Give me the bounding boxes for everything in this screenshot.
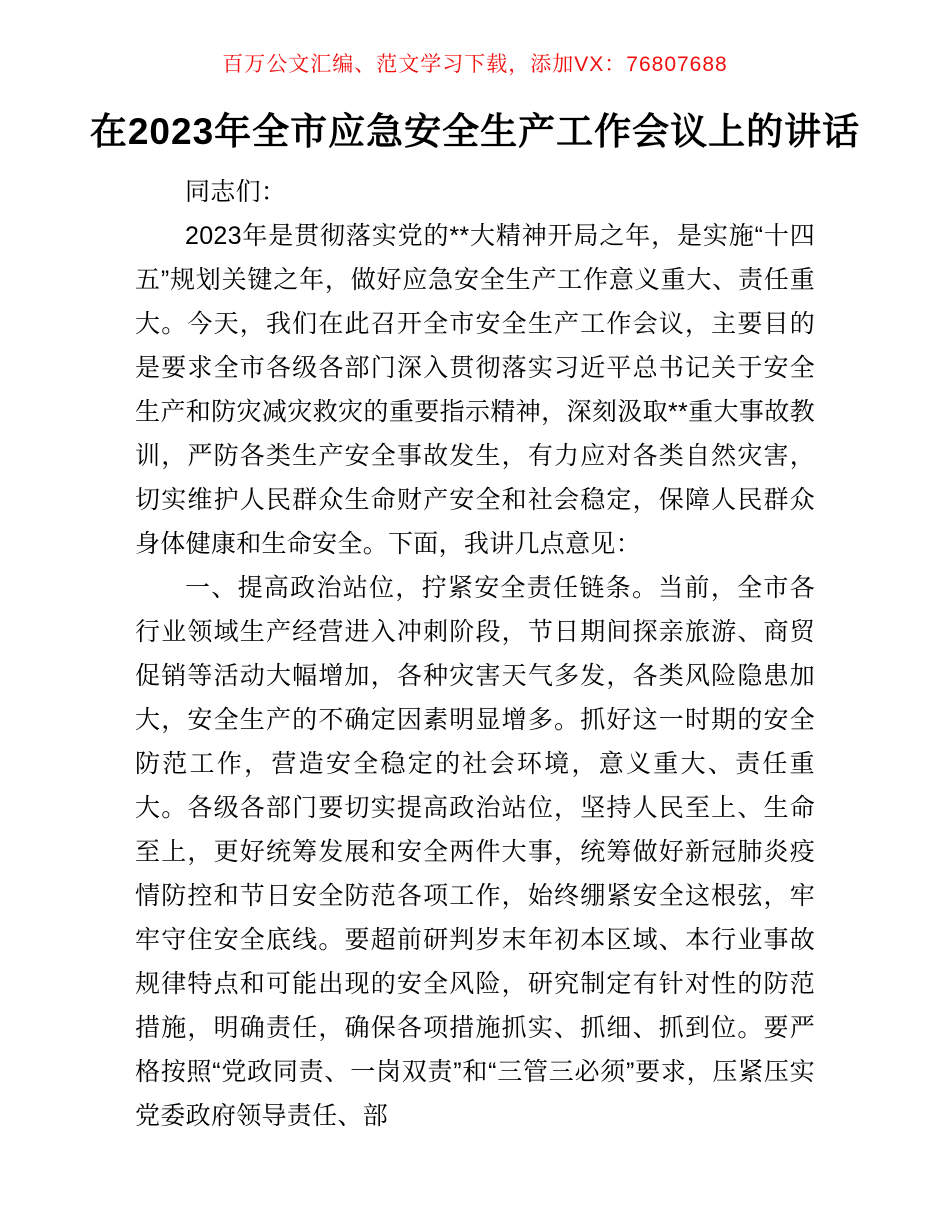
- paragraph-salutation: 同志们：: [185, 178, 287, 206]
- paragraph-section-one: 一、提高政治站位，拧紧安全责任链条。当前，全市各行业领域生产经营进入冲刺阶段，节日期间探亲旅游、商贸促销等活动大幅增加，各种灾害天气多发，各类风险隐患加大，安全生产的不确定因素明显增多。抓好这一时期的安全防范工作，营造安全稳定的社会环境，意义重大、责任重大。各级各部门要切实提高政治站位，坚持人民至上、生命至上，更好统筹发展和安全两件大事，统筹做好新冠肺炎疫情防控和节日安全防范各项工作，始终绷紧安全这根弦，牢牢守住安全底线。要超前研判岁末年初本区域、本行业事故规律特点和可能出现的安全风险，研究制定有针对性的防范措施，明确责任，确保各项措施抓实、抓细、抓到位。要严格按照“党政同责、一岗双责”和“三管三必须”要求，压紧压实党委政府领导责任、部: [135, 574, 815, 1130]
- document-title: 在2023年全市应急安全生产工作会议上的讲话: [89, 111, 861, 152]
- header-notice: 百万公文汇编、范文学习下载，添加VX：76807688: [222, 53, 728, 76]
- paragraph-intro: 2023年是贯彻落实党的**大精神开局之年，是实施“十四五”规划关键之年，做好应急安全生产工作意义重大、责任重大。今天，我们在此召开全市安全生产工作会议，主要目的是要求全市各级各部门深入贯彻落实习近平总书记关于安全生产和防灾减灾救灾的重要指示精神，深刻汲取**重大事故教训，严防各类生产安全事故发生，有力应对各类自然灾害，切实维护人民群众生命财产安全和社会稳定，保障人民群众身体健康和生命安全。下面，我讲几点意见：: [135, 222, 815, 558]
- document-body: [135, 170, 815, 1138]
